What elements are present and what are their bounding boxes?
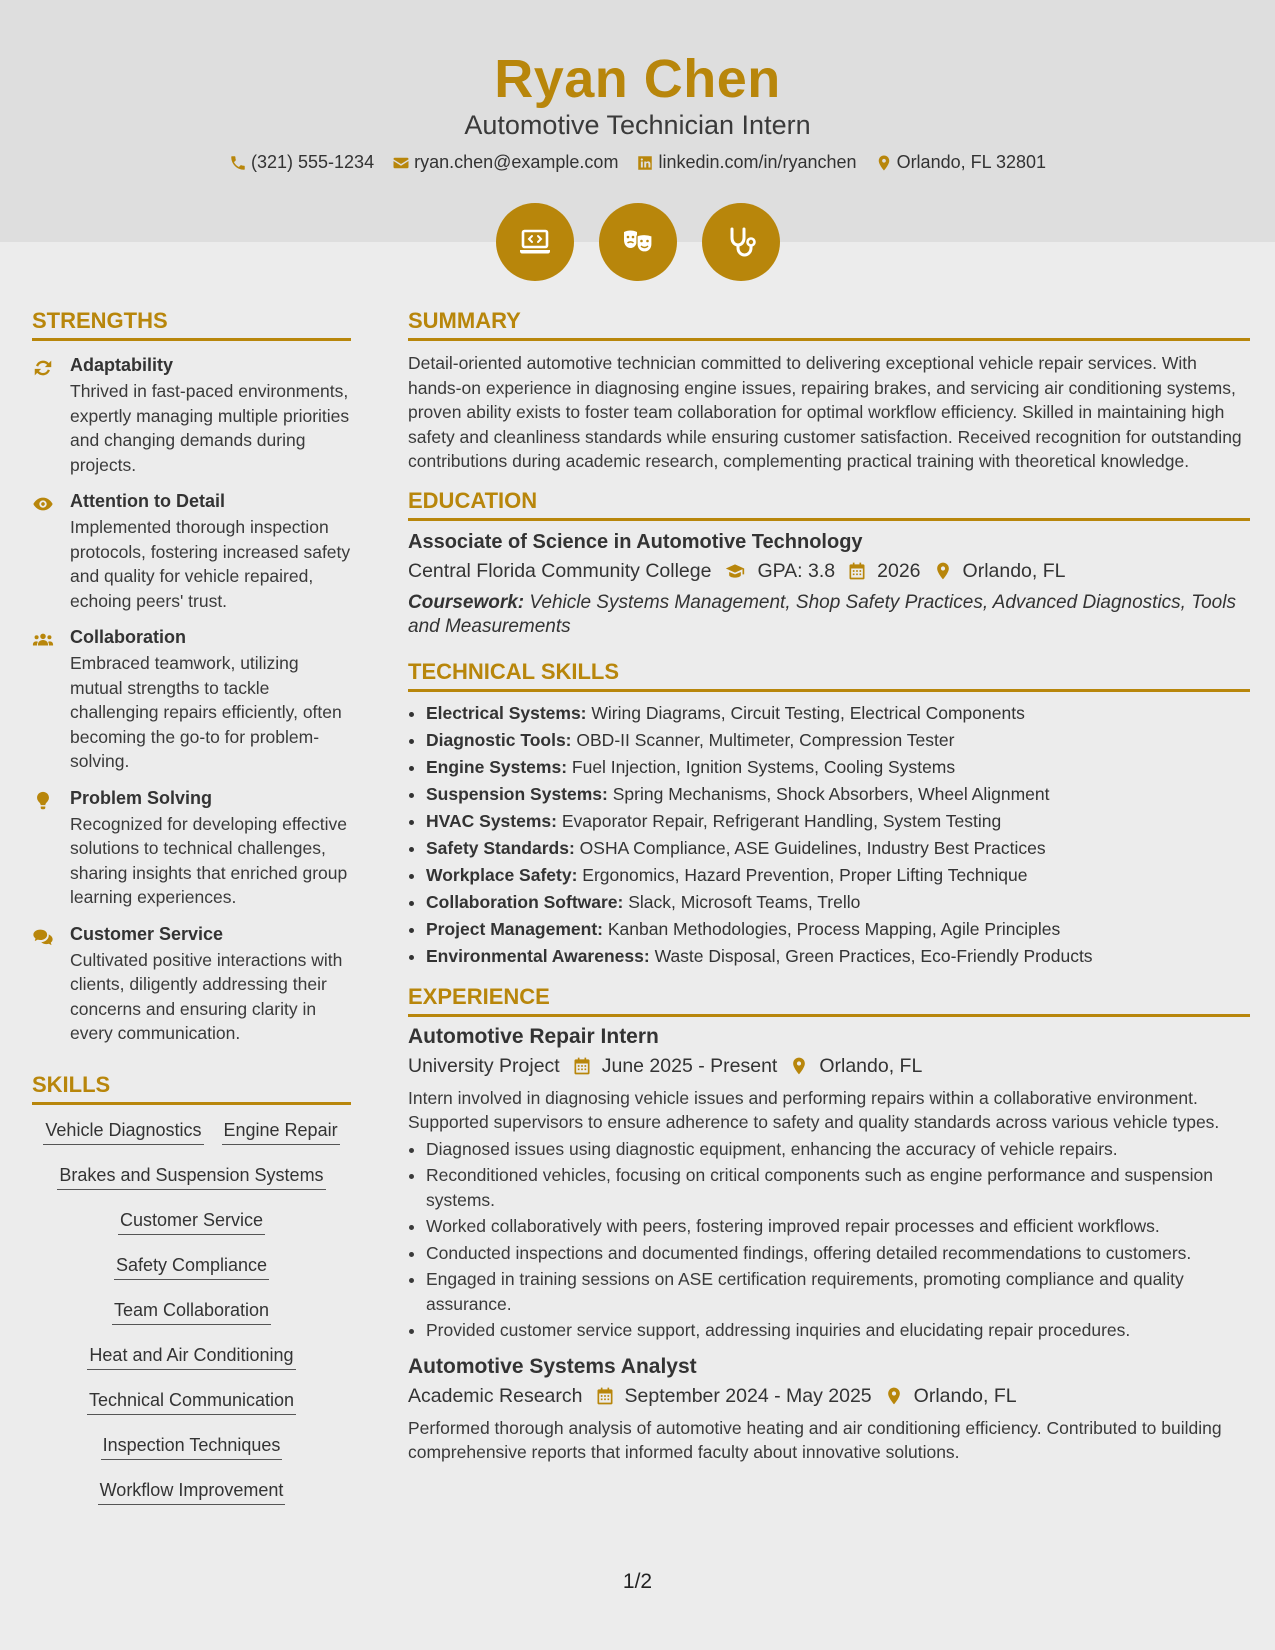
list-item: • Conducted inspections and documented findings, offering detailed recommendations to customers.: [426, 1241, 1250, 1266]
list-item: • Suspension Systems: Spring Mechanisms, Shock Absorbers, Wheel Alignment: [426, 781, 1250, 808]
eye-icon: [32, 493, 54, 515]
technical-skills-section: [408, 659, 1250, 970]
left-column: [32, 308, 351, 1505]
candidate-role: Automotive Technician Intern: [464, 110, 811, 140]
contact-linkedin-text: linkedin.com/in/ryanchen: [658, 152, 857, 172]
email-icon: [392, 154, 410, 172]
badge-laptop: [496, 203, 574, 281]
location-icon: [884, 1386, 904, 1406]
skill-tag: Technical Communication: [87, 1387, 296, 1415]
stethoscope-icon: [723, 224, 759, 260]
strength-attention: [32, 491, 351, 613]
job-bullets: [408, 1137, 1250, 1343]
strength-problem-solving: [32, 788, 351, 910]
skills-heading: SKILLS: [32, 1072, 351, 1105]
calendar-icon: [572, 1056, 592, 1076]
location-icon: [789, 1056, 809, 1076]
list-item: • Environmental Awareness: Waste Disposal, Green Practices, Eco-Friendly Products: [426, 943, 1250, 970]
job-org: Academic Research: [408, 1384, 583, 1407]
strength-desc: Recognized for developing effective solutions to technical challenges, sharing insights that enriched group learning experiences.: [70, 813, 348, 907]
strength-title: Attention to Detail: [70, 491, 225, 511]
list-item: • HVAC Systems: Evaporator Repair, Refrigerant Handling, System Testing: [426, 808, 1250, 835]
job-location: Orlando, FL: [913, 1384, 1017, 1407]
coursework-label: Coursework:: [408, 591, 525, 613]
job-entry: [408, 1355, 1250, 1465]
summary-text: Detail-oriented automotive technician committed to delivering exceptional vehicle repair services. With hands-on experience in diagnosing engine issues, repairing brakes, and servicing air conditioning systems, proven ability exists to foster team collaboration for optimal workflow efficiency. Skilled in maintaining high safety and cleanliness standards while ensuring customer satisfaction. Received recognition for outstanding contributions during academic research, complementing practical training with theoretical knowledge.: [408, 353, 1242, 471]
list-item: • Electrical Systems: Wiring Diagrams, Circuit Testing, Electrical Components: [426, 700, 1250, 727]
contact-email-text: ryan.chen@example.com: [414, 152, 619, 172]
users-icon: [32, 629, 54, 651]
contact-linkedin[interactable]: [636, 152, 856, 173]
list-item: • Provided customer service support, addressing inquiries and elucidating repair procedures.: [426, 1318, 1250, 1343]
location-icon: [933, 561, 953, 581]
job-entry: [408, 1025, 1250, 1343]
list-item: • Engaged in training sessions on ASE certification requirements, promoting compliance and quality assurance.: [426, 1267, 1250, 1316]
list-item: • Project Management: Kanban Methodologies, Process Mapping, Agile Principles: [426, 916, 1250, 943]
education-degree: Associate of Science in Automotive Technology: [408, 530, 863, 553]
skill-tag: Engine Repair: [222, 1117, 340, 1145]
education-year: 2026: [877, 559, 921, 582]
technical-skills-list: [408, 700, 1250, 970]
graduation-cap-icon: [723, 561, 747, 581]
contact-location-text: Orlando, FL 32801: [896, 152, 1046, 172]
contact-email[interactable]: [392, 152, 618, 173]
job-description: Intern involved in diagnosing vehicle issues and performing repairs within a collaborative environment. Supported supervisors to ensure adherence to safety and quality standards across various vehicle types.: [408, 1087, 1220, 1132]
strength-title: Collaboration: [70, 627, 186, 647]
contact-bar: [0, 152, 1275, 173]
skill-tag: Workflow Improvement: [98, 1477, 286, 1505]
strength-desc: Cultivated positive interactions with clients, diligently addressing their concerns and ensuring clarity in every communication.: [70, 949, 343, 1043]
job-org: University Project: [408, 1054, 560, 1077]
job-dates: September 2024 - May 2025: [624, 1384, 872, 1407]
contact-phone[interactable]: [229, 152, 374, 173]
list-item: • Collaboration Software: Slack, Microsoft Teams, Trello: [426, 889, 1250, 916]
theater-masks-icon: [620, 224, 656, 260]
list-item: • Worked collaboratively with peers, fostering improved repair processes and efficient workflows.: [426, 1214, 1250, 1239]
location-icon: [875, 154, 893, 172]
list-item: • Engine Systems: Fuel Injection, Ignition Systems, Cooling Systems: [426, 754, 1250, 781]
interest-badges: [0, 203, 1275, 281]
skill-tag: Safety Compliance: [114, 1252, 269, 1280]
skill-tag: Brakes and Suspension Systems: [57, 1162, 325, 1190]
education-location: Orlando, FL: [962, 559, 1066, 582]
list-item: • Diagnosed issues using diagnostic equipment, enhancing the accuracy of vehicle repairs.: [426, 1137, 1250, 1162]
calendar-icon: [595, 1386, 615, 1406]
lightbulb-icon: [32, 790, 54, 812]
strength-title: Customer Service: [70, 923, 224, 944]
strengths-heading: STRENGTHS: [32, 308, 351, 341]
job-meta: [408, 1385, 1250, 1408]
list-item: • Reconditioned vehicles, focusing on critical components such as engine performance and suspension systems.: [426, 1163, 1250, 1212]
strength-customer-service: [32, 924, 351, 1046]
strength-adaptability: [32, 355, 351, 477]
education-heading: EDUCATION: [408, 488, 1250, 521]
education-school: Central Florida Community College: [408, 559, 712, 582]
job-meta: [408, 1055, 1250, 1078]
strength-title: Problem Solving: [70, 787, 213, 808]
skill-tag: Inspection Techniques: [101, 1432, 283, 1460]
page-number: 1/2: [622, 1570, 653, 1593]
technical-skills-heading: TECHNICAL SKILLS: [408, 659, 1250, 692]
job-description: Performed thorough analysis of automotive heating and air conditioning efficiency. Contributed to building comprehensive reports that informed faculty about innovative solutions.: [408, 1417, 1222, 1462]
comments-icon: [32, 926, 54, 948]
linkedin-icon: [636, 154, 654, 172]
strength-collaboration: [32, 627, 351, 774]
education-section: [408, 488, 1250, 639]
contact-phone-text: (321) 555-1234: [250, 152, 375, 172]
experience-heading: EXPERIENCE: [408, 984, 1250, 1017]
job-dates: June 2025 - Present: [601, 1054, 778, 1077]
job-title: Automotive Repair Intern: [408, 1024, 659, 1048]
strength-desc: Thrived in fast-paced environments, expertly managing multiple priorities and changing demands during projects.: [70, 381, 350, 475]
skill-tag: Heat and Air Conditioning: [87, 1342, 295, 1370]
education-gpa: GPA: 3.8: [757, 559, 836, 582]
strength-desc: Embraced teamwork, utilizing mutual strengths to tackle challenging repairs efficiently, often becoming the go-to for problem-solving.: [70, 653, 342, 771]
laptop-code-icon: [517, 224, 553, 260]
badge-stethoscope: [702, 203, 780, 281]
badge-masks: [599, 203, 677, 281]
education-meta: [408, 560, 1250, 583]
skill-tag: Team Collaboration: [112, 1297, 271, 1325]
education-coursework: [408, 591, 1250, 639]
list-item: • Safety Standards: OSHA Compliance, ASE Guidelines, Industry Best Practices: [426, 835, 1250, 862]
coursework-list: Vehicle Systems Management, Shop Safety Practices, Advanced Diagnostics, Tools and Measurements: [408, 591, 1236, 637]
strength-title: Adaptability: [70, 355, 174, 375]
strength-desc: Implemented thorough inspection protocols, fostering increased safety and quality for vehicle repaired, echoing peers' trust.: [70, 517, 351, 611]
candidate-name: Ryan Chen: [494, 49, 781, 109]
sync-icon: [32, 357, 54, 379]
contact-location: [875, 152, 1046, 173]
summary-heading: SUMMARY: [408, 308, 1250, 341]
job-location: Orlando, FL: [819, 1054, 923, 1077]
calendar-icon: [847, 561, 867, 581]
list-item: • Diagnostic Tools: OBD-II Scanner, Multimeter, Compression Tester: [426, 727, 1250, 754]
skill-tag: Customer Service: [118, 1207, 265, 1235]
list-item: • Workplace Safety: Ergonomics, Hazard Prevention, Proper Lifting Technique: [426, 862, 1250, 889]
right-column: [408, 308, 1250, 1465]
job-title: Automotive Systems Analyst: [408, 1354, 697, 1378]
experience-section: [408, 984, 1250, 1465]
skill-tag: Vehicle Diagnostics: [43, 1117, 203, 1145]
skill-tags: [32, 1117, 351, 1505]
phone-icon: [229, 154, 247, 172]
